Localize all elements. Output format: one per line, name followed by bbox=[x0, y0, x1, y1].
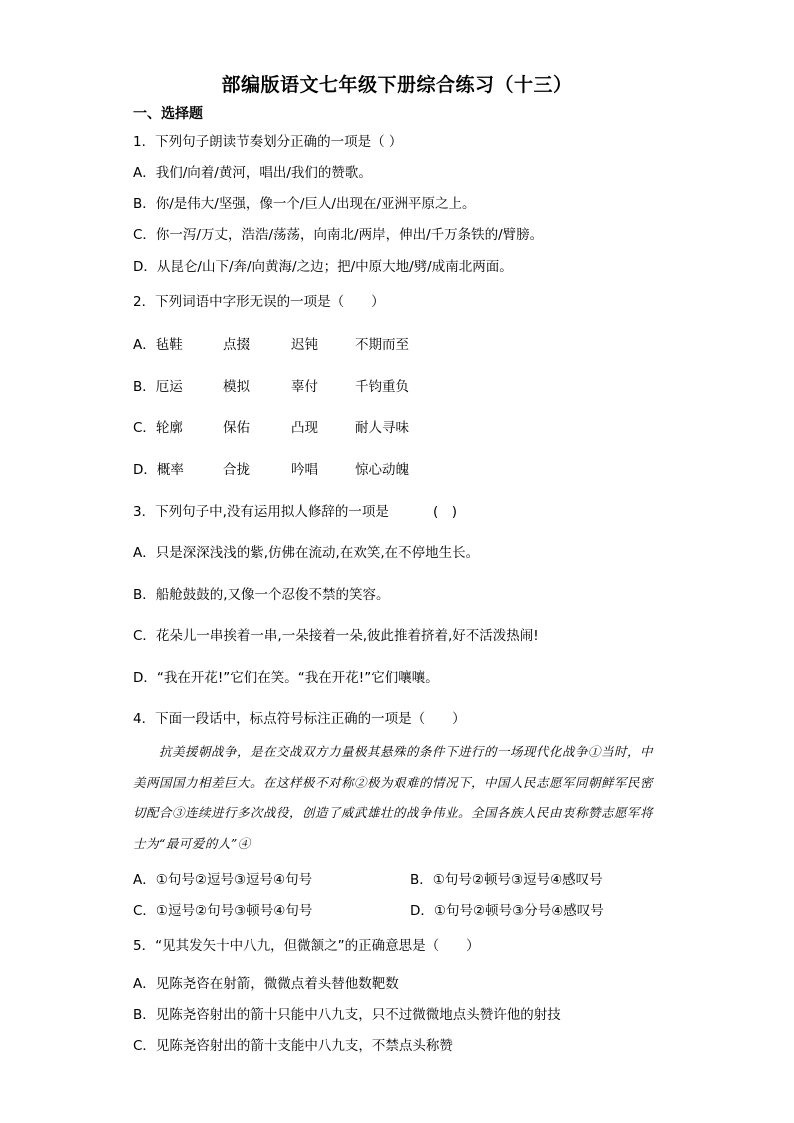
question-3-option-d: D．“我在开花!”它们在笑。“我在开花!”它们嚷嚷。 bbox=[133, 670, 439, 686]
question-4-option-d: D．①句号②顿号③分号④感叹号 bbox=[410, 903, 604, 919]
question-1-option-d: D．从昆仑/山下/奔/向黄海/之边；把/中原大地/劈/成南北两面。 bbox=[133, 259, 513, 275]
question-3-option-c: C．花朵儿一串挨着一串,一朵接着一朵,彼此推着挤着,好不活泼热闹! bbox=[133, 628, 539, 644]
question-3-answer-paren: ( ) bbox=[433, 504, 458, 520]
section-heading: 一、选择题 bbox=[133, 106, 203, 122]
q2-a-word-3: 迟钝 bbox=[291, 337, 318, 353]
question-2-option-d bbox=[133, 458, 409, 478]
question-5-option-b: B．见陈尧咨射出的箭十只能中八九支，只不过微微地点头赞许他的射技 bbox=[133, 1007, 561, 1023]
question-2-option-b bbox=[133, 375, 409, 395]
q2-d-word-2: 合拢 bbox=[223, 462, 250, 478]
question-3-stem: 3．下列句子中,没有运用拟人修辞的一项是 bbox=[133, 504, 389, 520]
question-5-option-a: A．见陈尧咨在射箭，微微点着头替他数靶数 bbox=[133, 976, 399, 992]
passage-text: 抗美援朝战争，是在交战双方力量极其悬殊的条件下进行的一场现代化战争①当时，中美两国国力相差巨大。在这样极不对称②极为艰难的情况下，中国人民志愿军同朝鲜军民密切配合③连续进行多次战役，创造了威武雄壮的战争伟业。全国各族人民由衷称赞志愿军将士为“最可爱的人”④ bbox=[133, 744, 654, 851]
page-title: 部编版语文七年级下册综合练习（十三） bbox=[221, 74, 573, 96]
q2-d-word-1: D．概率 bbox=[133, 462, 184, 478]
question-4-option-b: B．①句号②顿号③逗号④感叹号 bbox=[410, 872, 603, 888]
q2-c-word-2: 保佑 bbox=[223, 420, 250, 436]
question-5-option-c: C．见陈尧咨射出的箭十支能中八九支，不禁点头称赞 bbox=[133, 1038, 453, 1054]
question-4-passage bbox=[133, 737, 653, 859]
question-1-option-a: A．我们/向着/黄河，唱出/我们的赞歌。 bbox=[133, 165, 372, 181]
q2-c-word-4: 耐人寻味 bbox=[355, 420, 409, 436]
question-4-options-row-2 bbox=[133, 899, 604, 919]
question-1-option-b: B．你/是伟大/坚强，像一个/巨人/出现在/亚洲平原之上。 bbox=[133, 196, 476, 212]
q2-a-word-1: A．毡鞋 bbox=[133, 337, 183, 353]
question-3-option-a: A．只是深深浅浅的紫,仿佛在流动,在欢笑,在不停地生长。 bbox=[133, 545, 480, 561]
q2-d-word-3: 吟唱 bbox=[291, 462, 318, 478]
q2-c-word-1: C．轮廓 bbox=[133, 420, 183, 436]
q2-a-word-2: 点掇 bbox=[223, 337, 250, 353]
q2-b-word-2: 模拟 bbox=[223, 379, 250, 395]
q2-c-word-3: 凸现 bbox=[291, 420, 318, 436]
q2-a-word-4: 不期而至 bbox=[355, 337, 409, 353]
q2-b-word-4: 千钧重负 bbox=[355, 379, 409, 395]
question-3-option-b: B．船舱鼓鼓的,又像一个忍俊不禁的笑容。 bbox=[133, 587, 390, 603]
question-4-options-row-1 bbox=[133, 868, 603, 888]
question-2-option-c bbox=[133, 416, 409, 436]
q2-b-word-3: 辜付 bbox=[291, 379, 318, 395]
question-2-stem: 2．下列词语中字形无误的一项是（ ） bbox=[133, 294, 385, 310]
question-2-option-a bbox=[133, 333, 409, 353]
question-4-option-a: A．①句号②逗号③逗号④句号 bbox=[133, 872, 313, 888]
q2-d-word-4: 惊心动魄 bbox=[355, 462, 409, 478]
q2-b-word-1: B．厄运 bbox=[133, 379, 183, 395]
question-4-option-c: C．①逗号②句号③顿号④句号 bbox=[133, 903, 313, 919]
question-5-stem: 5．“见其发矢十中八九，但微颔之”的正确意思是（ ） bbox=[133, 938, 480, 954]
question-4-stem: 4．下面一段话中，标点符号标注正确的一项是（ ） bbox=[133, 711, 466, 727]
question-1-stem: 1．下列句子朗读节奏划分正确的一项是（ ） bbox=[133, 134, 403, 150]
question-1-option-c: C．你一泻/万丈，浩浩/荡荡，向南北/两岸，伸出/千万条铁的/臂膀。 bbox=[133, 227, 544, 243]
